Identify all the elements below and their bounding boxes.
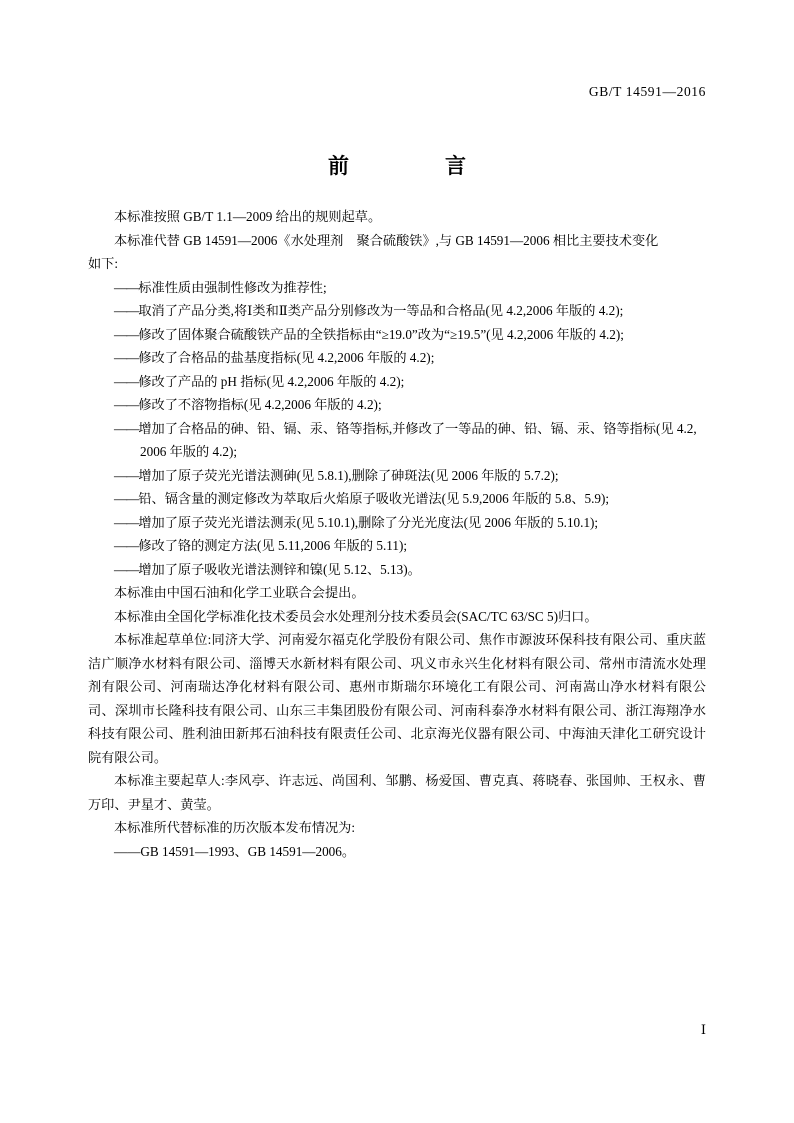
- list-item-text: 增加了原子吸收光谱法测锌和镍(见 5.12、5.13)。: [138, 561, 421, 577]
- list-item-text: 修改了不溶物指标(见 4.2,2006 年版的 4.2);: [138, 397, 382, 412]
- paragraph-intro-2: 本标准代替 GB 14591—2006《水处理剂 聚合硫酸铁》,与 GB 14591—2006 相比主要技术变化: [114, 232, 659, 248]
- list-item-text: 取消了产品分类,将Ⅰ类和Ⅱ类产品分别修改为一等品和合格品(见 4.2,2006 年版的 4.2);: [138, 303, 624, 318]
- paragraph-main-drafters: [88, 769, 706, 816]
- list-item-text: 修改了合格品的盐基度指标(见 4.2,2006 年版的 4.2);: [138, 350, 435, 365]
- dash-marker: ——: [114, 538, 139, 553]
- drafting-units-text: 同济大学、河南爱尔福克化学股份有限公司、焦作市源波环保科技有限公司、重庆蓝洁广顺净水材料有限公司、淄博天水新材料有限公司、巩义市永兴生化材料有限公司、常州市清流水处理剂有限公司、河南瑞达净化材料有限公司、惠州市斯瑞尔环境化工有限公司、河南嵩山净水材料有限公司、深圳市长隆科技有限公司、山东三丰集团股份有限公司、河南科泰净水材料有限公司、浙江海翔净水科技有限公司、胜利油田新邦石油科技有限责任公司、北京海光仪器有限公司、中海油天津化工研究设计院有限公司。: [88, 632, 706, 765]
- list-item-continued: 2006 年版的 4.2);: [140, 444, 238, 459]
- list-item: [88, 464, 706, 488]
- page-number: Ⅰ: [700, 1022, 706, 1037]
- list-item-text: 修改了产品的 pH 指标(见 4.2,2006 年版的 4.2);: [138, 373, 405, 389]
- dash-marker: ——: [114, 350, 139, 365]
- paragraph-intro-1: 本标准按照 GB/T 1.1—2009 给出的规则起草。: [114, 209, 382, 224]
- paragraph-previous-versions-intro: 本标准所代替标准的历次版本发布情况为:: [114, 820, 356, 835]
- list-item-text: 铅、镉含量的测定修改为萃取后火焰原子吸收光谱法(见 5.9,2006 年版的 5.8、5.9);: [138, 491, 610, 506]
- paragraph-intro-2-continued: 如下:: [88, 256, 119, 271]
- previous-versions-item: ——GB 14591—1993、GB 14591—2006。: [114, 843, 356, 859]
- dash-marker: ——: [114, 514, 139, 530]
- list-item: [88, 534, 706, 558]
- list-item: [88, 323, 706, 347]
- dash-marker: ——: [114, 303, 139, 318]
- list-item-text: 增加了原子荧光光谱法测砷(见 5.8.1),删除了砷斑法(见 2006 年版的 5.7.2);: [138, 467, 559, 483]
- paragraph-managed-by: 本标准由全国化学标准化技术委员会水处理剂分技术委员会(SAC/TC 63/SC 5)归口。: [114, 608, 598, 624]
- list-item-text: 修改了铬的测定方法(见 5.11,2006 年版的 5.11);: [138, 538, 407, 553]
- list-item: [88, 558, 706, 582]
- list-item: [88, 487, 706, 511]
- list-item: [88, 370, 706, 394]
- list-item: [88, 299, 706, 323]
- list-item: [88, 346, 706, 370]
- main-drafters-text: 李风亭、许志远、尚国利、邹鹏、杨爱国、曹克真、蒋晓春、张国帅、王权永、曹万印、尹星才、黄莹。: [88, 773, 706, 812]
- list-item-text: 标准性质由强制性修改为推荐性;: [138, 279, 327, 295]
- list-item-text: 增加了合格品的砷、铅、镉、汞、铬等指标,并修改了一等品的砷、铅、镉、汞、铬等指标(见 4.2,: [138, 420, 697, 436]
- dash-marker: ——: [114, 467, 139, 483]
- list-item: [88, 511, 706, 535]
- dash-marker: ——: [114, 279, 139, 295]
- list-item-text: 修改了固体聚合硫酸铁产品的全铁指标由“≥19.0”改为“≥19.5”(见 4.2,2006 年版的 4.2);: [138, 326, 624, 342]
- page-title: 前 言: [328, 154, 484, 178]
- list-item: [88, 393, 706, 417]
- dash-marker: ——: [114, 373, 139, 389]
- dash-marker: ——: [114, 491, 139, 506]
- list-item: [88, 276, 706, 300]
- dash-marker: ——: [114, 397, 139, 412]
- list-item: [88, 417, 706, 441]
- foreword-body: [88, 205, 706, 863]
- page-header-standard-code: GB/T 14591—2016: [588, 84, 706, 99]
- dash-marker: ——: [114, 561, 139, 577]
- main-drafters-label: 本标准主要起草人:: [114, 773, 225, 788]
- dash-marker: ——: [114, 420, 139, 436]
- paragraph-proposed-by: 本标准由中国石油和化学工业联合会提出。: [114, 585, 365, 600]
- list-item-text: 增加了原子荧光光谱法测汞(见 5.10.1),删除了分光光度法(见 2006 年版的 5.10.1);: [138, 514, 599, 530]
- paragraph-drafting-units: [88, 628, 706, 769]
- drafting-units-label: 本标准起草单位:: [114, 632, 212, 647]
- dash-marker: ——: [114, 326, 139, 342]
